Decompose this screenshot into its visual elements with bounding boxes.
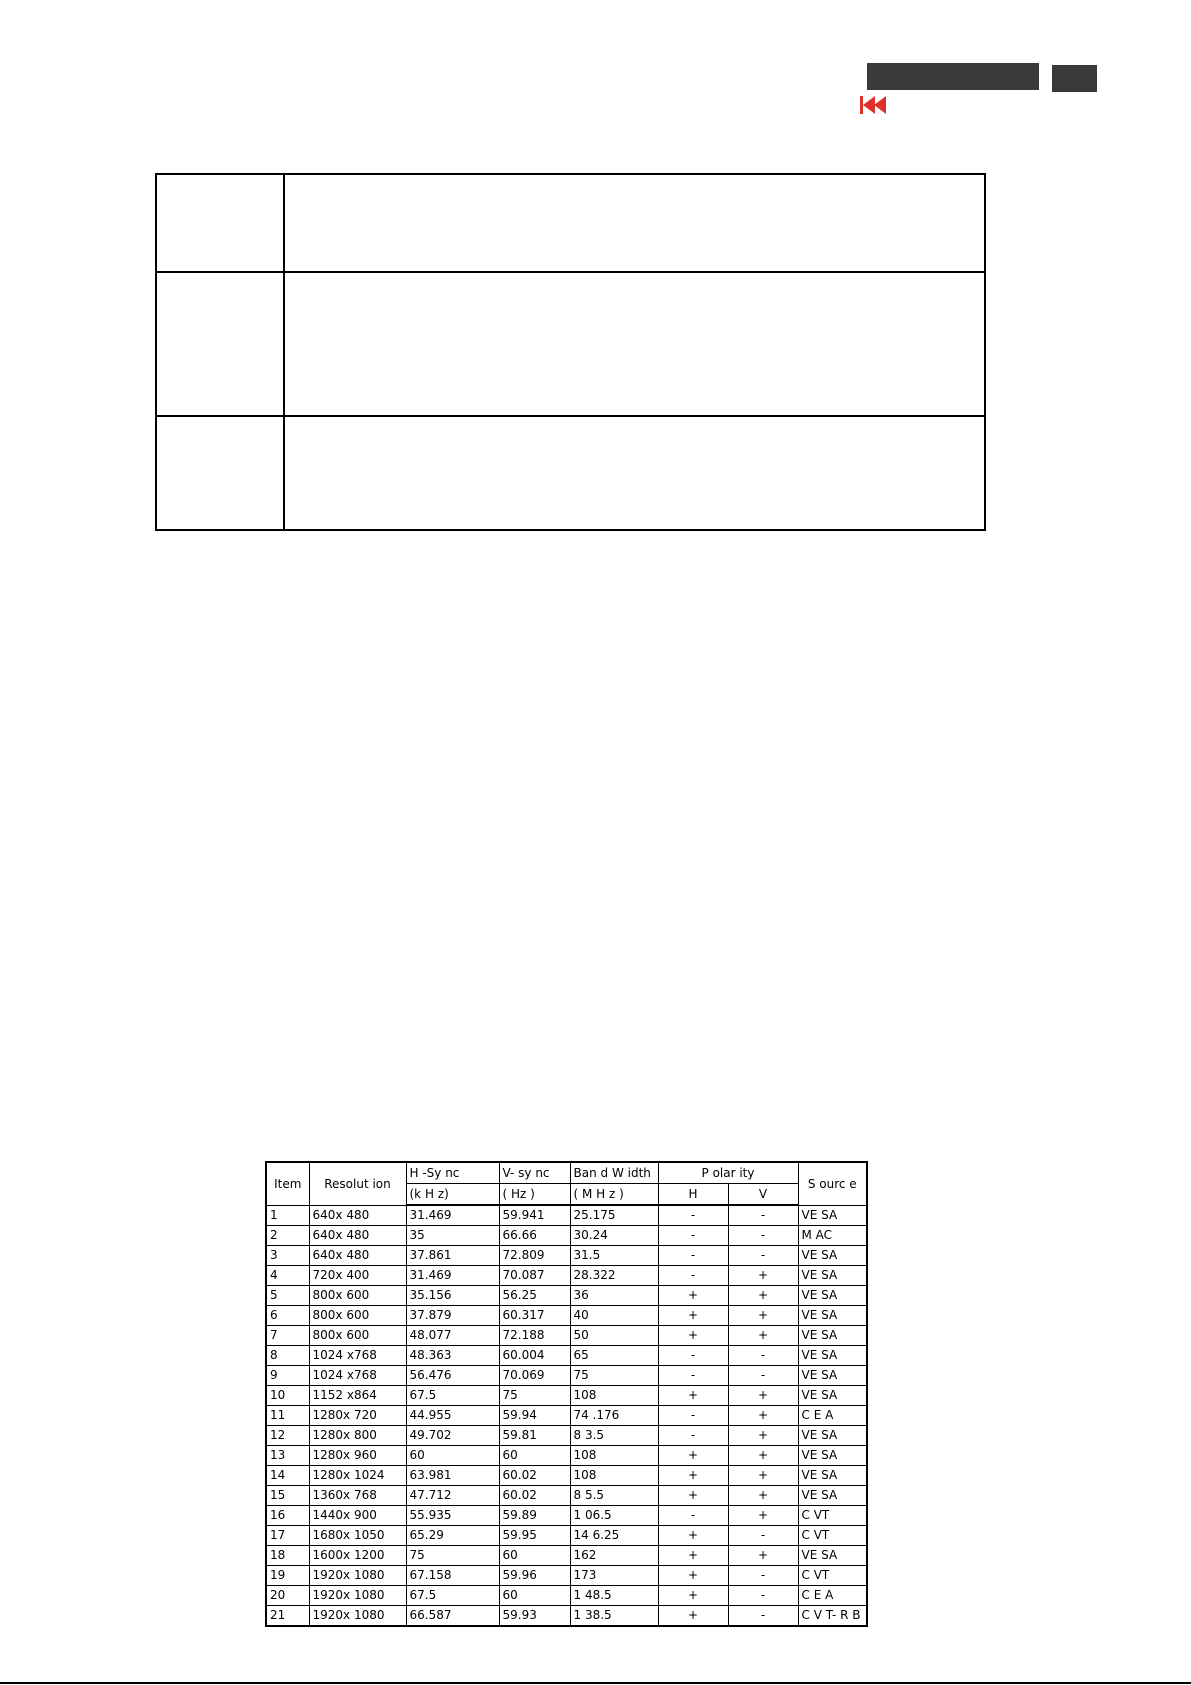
table-row	[266, 1486, 867, 1506]
spec-box-table	[155, 173, 986, 531]
cell-polarity-h: -	[658, 1506, 728, 1526]
cell-resolution: 1440x 900	[309, 1506, 406, 1526]
cell-hsync: 31.469	[406, 1266, 499, 1286]
cell-item: 16	[266, 1506, 309, 1526]
page-number-box	[1052, 65, 1097, 92]
header-hsync-unit: (k H z)	[406, 1184, 499, 1206]
cell-polarity-v: +	[728, 1266, 798, 1286]
cell-vsync: 59.81	[499, 1426, 570, 1446]
cell-polarity-h: +	[658, 1606, 728, 1627]
cell-resolution: 1024 x768	[309, 1366, 406, 1386]
cell-polarity-h: +	[658, 1566, 728, 1586]
cell-vsync: 60.02	[499, 1466, 570, 1486]
cell-resolution: 1152 x864	[309, 1386, 406, 1406]
cell-polarity-h: +	[658, 1386, 728, 1406]
cell-polarity-h: +	[658, 1526, 728, 1546]
table-row	[266, 1546, 867, 1566]
table-header-row	[266, 1162, 867, 1184]
cell-source: VE SA	[798, 1205, 867, 1226]
cell-item: 15	[266, 1486, 309, 1506]
cell-item: 8	[266, 1346, 309, 1366]
cell-hsync: 67.5	[406, 1386, 499, 1406]
spec-box-content-cell	[284, 174, 985, 272]
cell-resolution: 1360x 768	[309, 1486, 406, 1506]
cell-item: 3	[266, 1246, 309, 1266]
table-row	[266, 1526, 867, 1546]
cell-source: VE SA	[798, 1446, 867, 1466]
cell-resolution: 1280x 720	[309, 1406, 406, 1426]
spec-box-label-cell	[156, 416, 284, 530]
cell-polarity-v: +	[728, 1546, 798, 1566]
cell-vsync: 60	[499, 1446, 570, 1466]
cell-item: 14	[266, 1466, 309, 1486]
cell-polarity-v: +	[728, 1326, 798, 1346]
cell-source: VE SA	[798, 1466, 867, 1486]
cell-polarity-v: +	[728, 1306, 798, 1326]
cell-source: VE SA	[798, 1366, 867, 1386]
cell-source: VE SA	[798, 1386, 867, 1406]
cell-source: VE SA	[798, 1426, 867, 1446]
cell-source: C VT	[798, 1506, 867, 1526]
cell-polarity-h: -	[658, 1426, 728, 1446]
table-row	[266, 1346, 867, 1366]
cell-polarity-v: +	[728, 1486, 798, 1506]
cell-vsync: 70.087	[499, 1266, 570, 1286]
cell-item: 4	[266, 1266, 309, 1286]
cell-bandwidth: 108	[570, 1386, 658, 1406]
cell-vsync: 60	[499, 1546, 570, 1566]
table-row	[266, 1266, 867, 1286]
table-row	[266, 1406, 867, 1426]
cell-polarity-v: +	[728, 1446, 798, 1466]
cell-bandwidth: 74 .176	[570, 1406, 658, 1426]
spec-box-label-cell	[156, 174, 284, 272]
table-row	[266, 1606, 867, 1627]
cell-source: C VT	[798, 1526, 867, 1546]
cell-bandwidth: 50	[570, 1326, 658, 1346]
cell-item: 9	[266, 1366, 309, 1386]
cell-source: VE SA	[798, 1286, 867, 1306]
table-row	[266, 1326, 867, 1346]
cell-source: C E A	[798, 1406, 867, 1426]
cell-hsync: 49.702	[406, 1426, 499, 1446]
cell-polarity-h: -	[658, 1406, 728, 1426]
spec-box-content-cell	[284, 416, 985, 530]
cell-polarity-h: +	[658, 1586, 728, 1606]
cell-bandwidth: 1 06.5	[570, 1506, 658, 1526]
cell-hsync: 63.981	[406, 1466, 499, 1486]
header-item: Item	[266, 1162, 309, 1205]
header-bar	[867, 63, 1039, 90]
cell-source: VE SA	[798, 1326, 867, 1346]
cell-polarity-h: -	[658, 1266, 728, 1286]
cell-vsync: 75	[499, 1386, 570, 1406]
cell-resolution: 800x 600	[309, 1286, 406, 1306]
table-row	[266, 1205, 867, 1226]
cell-resolution: 1024 x768	[309, 1346, 406, 1366]
cell-bandwidth: 75	[570, 1366, 658, 1386]
cell-resolution: 720x 400	[309, 1266, 406, 1286]
cell-hsync: 48.077	[406, 1326, 499, 1346]
header-bandwidth: Ban d W idth	[570, 1162, 658, 1184]
cell-polarity-h: +	[658, 1546, 728, 1566]
cell-source: VE SA	[798, 1546, 867, 1566]
cell-vsync: 60.02	[499, 1486, 570, 1506]
cell-polarity-v: +	[728, 1506, 798, 1526]
cell-hsync: 31.469	[406, 1205, 499, 1226]
cell-polarity-v: -	[728, 1205, 798, 1226]
cell-source: VE SA	[798, 1306, 867, 1326]
cell-bandwidth: 8 3.5	[570, 1426, 658, 1446]
cell-resolution: 1920x 1080	[309, 1606, 406, 1627]
cell-vsync: 60.317	[499, 1306, 570, 1326]
table-row	[266, 1226, 867, 1246]
cell-hsync: 67.5	[406, 1586, 499, 1606]
header-polarity: P olar ity	[658, 1162, 798, 1184]
cell-hsync: 60	[406, 1446, 499, 1466]
cell-polarity-h: -	[658, 1205, 728, 1226]
cell-bandwidth: 36	[570, 1286, 658, 1306]
header-bandwidth-unit: ( M H z )	[570, 1184, 658, 1206]
header-polarity-v: V	[728, 1184, 798, 1206]
cell-item: 17	[266, 1526, 309, 1546]
cell-polarity-v: +	[728, 1406, 798, 1426]
cell-polarity-h: +	[658, 1446, 728, 1466]
cell-item: 18	[266, 1546, 309, 1566]
cell-hsync: 65.29	[406, 1526, 499, 1546]
cell-bandwidth: 14 6.25	[570, 1526, 658, 1546]
cell-resolution: 1920x 1080	[309, 1586, 406, 1606]
cell-bandwidth: 40	[570, 1306, 658, 1326]
timing-table-body	[266, 1205, 867, 1626]
cell-hsync: 75	[406, 1546, 499, 1566]
spec-box-label-cell	[156, 272, 284, 416]
cell-resolution: 1680x 1050	[309, 1526, 406, 1546]
cell-resolution: 800x 600	[309, 1306, 406, 1326]
cell-source: C V T- R B	[798, 1606, 867, 1627]
table-row	[266, 1386, 867, 1406]
cell-polarity-v: -	[728, 1606, 798, 1627]
cell-polarity-v: -	[728, 1366, 798, 1386]
table-row	[266, 1286, 867, 1306]
cell-resolution: 640x 480	[309, 1246, 406, 1266]
cell-hsync: 37.879	[406, 1306, 499, 1326]
timing-mode-table	[265, 1161, 868, 1627]
spec-box-row	[156, 416, 985, 530]
cell-item: 11	[266, 1406, 309, 1426]
cell-source: VE SA	[798, 1246, 867, 1266]
cell-hsync: 35.156	[406, 1286, 499, 1306]
cell-polarity-h: +	[658, 1466, 728, 1486]
table-row	[266, 1586, 867, 1606]
cell-vsync: 59.96	[499, 1566, 570, 1586]
rewind-icon[interactable]	[860, 95, 888, 115]
cell-bandwidth: 108	[570, 1446, 658, 1466]
cell-vsync: 59.94	[499, 1406, 570, 1426]
header-vsync: V- sy nc	[499, 1162, 570, 1184]
cell-hsync: 35	[406, 1226, 499, 1246]
cell-hsync: 66.587	[406, 1606, 499, 1627]
table-row	[266, 1426, 867, 1446]
cell-polarity-h: +	[658, 1326, 728, 1346]
cell-polarity-v: -	[728, 1526, 798, 1546]
cell-item: 6	[266, 1306, 309, 1326]
cell-polarity-v: -	[728, 1566, 798, 1586]
cell-item: 12	[266, 1426, 309, 1446]
cell-resolution: 1600x 1200	[309, 1546, 406, 1566]
cell-vsync: 59.941	[499, 1205, 570, 1226]
cell-vsync: 59.89	[499, 1506, 570, 1526]
table-row	[266, 1566, 867, 1586]
cell-polarity-h: -	[658, 1366, 728, 1386]
cell-item: 7	[266, 1326, 309, 1346]
cell-polarity-v: -	[728, 1226, 798, 1246]
cell-polarity-v: +	[728, 1386, 798, 1406]
cell-polarity-v: -	[728, 1586, 798, 1606]
table-row	[266, 1366, 867, 1386]
cell-hsync: 47.712	[406, 1486, 499, 1506]
cell-bandwidth: 28.322	[570, 1266, 658, 1286]
cell-vsync: 56.25	[499, 1286, 570, 1306]
cell-bandwidth: 1 48.5	[570, 1586, 658, 1606]
table-row	[266, 1306, 867, 1326]
spec-box-row	[156, 174, 985, 272]
cell-resolution: 1280x 960	[309, 1446, 406, 1466]
table-row	[266, 1506, 867, 1526]
cell-bandwidth: 173	[570, 1566, 658, 1586]
cell-item: 10	[266, 1386, 309, 1406]
cell-item: 1	[266, 1205, 309, 1226]
cell-hsync: 67.158	[406, 1566, 499, 1586]
cell-bandwidth: 162	[570, 1546, 658, 1566]
cell-source: VE SA	[798, 1346, 867, 1366]
cell-vsync: 70.069	[499, 1366, 570, 1386]
cell-bandwidth: 8 5.5	[570, 1486, 658, 1506]
cell-bandwidth: 108	[570, 1466, 658, 1486]
cell-polarity-v: +	[728, 1466, 798, 1486]
header-hsync: H -Sy nc	[406, 1162, 499, 1184]
cell-source: M AC	[798, 1226, 867, 1246]
cell-resolution: 640x 480	[309, 1205, 406, 1226]
spec-box-row	[156, 272, 985, 416]
cell-resolution: 1920x 1080	[309, 1566, 406, 1586]
cell-bandwidth: 1 38.5	[570, 1606, 658, 1627]
table-row	[266, 1466, 867, 1486]
cell-hsync: 44.955	[406, 1406, 499, 1426]
cell-polarity-v: +	[728, 1426, 798, 1446]
cell-vsync: 72.188	[499, 1326, 570, 1346]
cell-polarity-h: +	[658, 1486, 728, 1506]
cell-source: C VT	[798, 1566, 867, 1586]
header-source: S ourc e	[798, 1162, 867, 1205]
cell-bandwidth: 65	[570, 1346, 658, 1366]
table-row	[266, 1246, 867, 1266]
cell-hsync: 48.363	[406, 1346, 499, 1366]
cell-resolution: 800x 600	[309, 1326, 406, 1346]
header-polarity-h: H	[658, 1184, 728, 1206]
cell-vsync: 72.809	[499, 1246, 570, 1266]
cell-polarity-v: -	[728, 1346, 798, 1366]
cell-resolution: 1280x 800	[309, 1426, 406, 1446]
cell-hsync: 37.861	[406, 1246, 499, 1266]
cell-source: C E A	[798, 1586, 867, 1606]
cell-vsync: 66.66	[499, 1226, 570, 1246]
cell-polarity-h: -	[658, 1346, 728, 1366]
cell-polarity-h: +	[658, 1286, 728, 1306]
cell-source: VE SA	[798, 1266, 867, 1286]
cell-item: 20	[266, 1586, 309, 1606]
cell-resolution: 1280x 1024	[309, 1466, 406, 1486]
cell-bandwidth: 31.5	[570, 1246, 658, 1266]
cell-item: 2	[266, 1226, 309, 1246]
cell-vsync: 59.93	[499, 1606, 570, 1627]
header-vsync-unit: ( Hz )	[499, 1184, 570, 1206]
table-row	[266, 1446, 867, 1466]
spec-box-content-cell	[284, 272, 985, 416]
cell-vsync: 60	[499, 1586, 570, 1606]
cell-polarity-v: -	[728, 1246, 798, 1266]
cell-polarity-h: +	[658, 1306, 728, 1326]
cell-item: 21	[266, 1606, 309, 1627]
page-bottom-rule	[0, 1682, 1191, 1684]
cell-polarity-h: -	[658, 1246, 728, 1266]
cell-item: 13	[266, 1446, 309, 1466]
cell-hsync: 56.476	[406, 1366, 499, 1386]
cell-vsync: 59.95	[499, 1526, 570, 1546]
cell-vsync: 60.004	[499, 1346, 570, 1366]
cell-item: 5	[266, 1286, 309, 1306]
cell-polarity-h: -	[658, 1226, 728, 1246]
cell-hsync: 55.935	[406, 1506, 499, 1526]
cell-source: VE SA	[798, 1486, 867, 1506]
cell-resolution: 640x 480	[309, 1226, 406, 1246]
cell-polarity-v: +	[728, 1286, 798, 1306]
cell-item: 19	[266, 1566, 309, 1586]
cell-bandwidth: 30.24	[570, 1226, 658, 1246]
cell-bandwidth: 25.175	[570, 1205, 658, 1226]
header-resolution: Resolut ion	[309, 1162, 406, 1205]
